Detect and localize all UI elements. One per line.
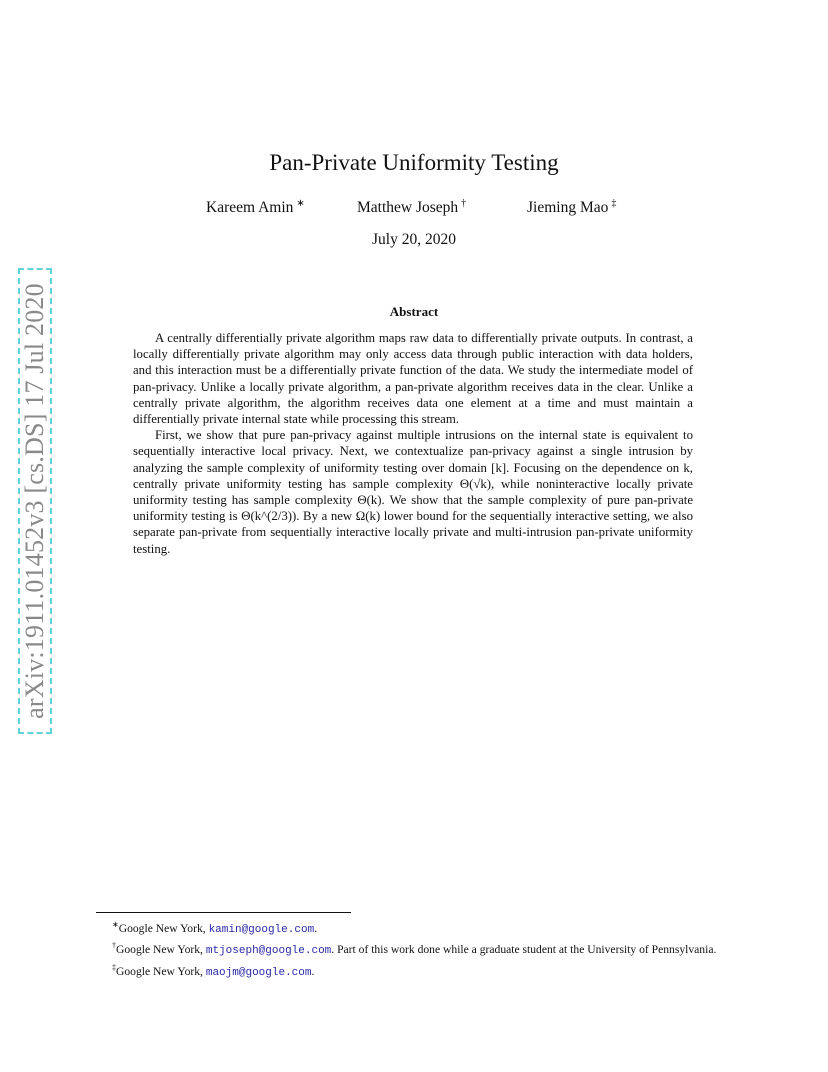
- author: [206, 198, 305, 217]
- footnote-mark: ‡: [112, 962, 116, 972]
- author-list: [0, 198, 828, 220]
- footnote-divider: [96, 912, 351, 913]
- author-footnote-mark: †: [461, 198, 467, 209]
- footnote-mark: †: [112, 941, 116, 951]
- email-link[interactable]: mtjoseph@google.com: [205, 945, 332, 958]
- abstract-body: [133, 330, 693, 557]
- arxiv-watermark: [18, 268, 52, 734]
- footnote-text: .: [311, 964, 315, 978]
- footnote: [96, 960, 736, 981]
- footnote: [96, 938, 736, 959]
- paper-title: Pan-Private Uniformity Testing: [269, 150, 559, 175]
- footnote-text: Google New York,: [116, 943, 206, 957]
- footnote-text: .: [314, 921, 318, 935]
- footnote-text: Google New York,: [118, 921, 209, 935]
- footnote-text: . Part of this work done while a graduate student at the University of Pennsylvania.: [331, 943, 717, 957]
- footnote-mark: ∗: [112, 920, 119, 929]
- author-footnote-mark: ‡: [611, 198, 617, 209]
- footnotes: [96, 917, 736, 981]
- paper-date: July 20, 2020: [372, 231, 456, 248]
- abstract-paragraph: A centrally differentially private algorithm maps raw data to differentially private outputs. In contrast, a locally differentially private algorithm may only access data through public interaction with data holders, and this interaction must be a differentially private function of the data. We study the intermediate model of pan-privacy. Unlike a locally private algorithm, a pan-private algorithm receives data in the clear. Unlike a centrally private algorithm, the algorithm receives data one element at a time and must maintain a differentially private internal state while processing this stream.: [133, 331, 693, 427]
- arxiv-watermark-text: arXiv:1911.01452v3 [cs.DS] 17 Jul 2020: [20, 283, 49, 719]
- author-name: Jieming Mao: [527, 199, 609, 217]
- abstract-heading: Abstract: [389, 304, 439, 319]
- footnote-text: Google New York,: [116, 964, 206, 978]
- author-footnote-mark: ∗: [296, 198, 305, 209]
- footnote: [96, 917, 736, 938]
- abstract-paragraph: First, we show that pure pan-privacy against multiple intrusions on the internal state is equivalent to sequentially interactive local privacy. Next, we contextualize pan-privacy against a single intrusion by analyzing the sample complexity of uniformity testing over domain [k]. Focusing on the dependence on k, centrally private uniformity testing has sample complexity Θ(√k), while noninteractive locally private uniformity testing has sample complexity Θ(k). We show that the sample complexity of pure pan-private uniformity testing is Θ(k^(2/3)). By a new Ω(k) lower bound for the sequentially interactive setting, we also separate pan-private from sequentially interactive locally private and multi-intrusion pan-private uniformity testing.: [133, 428, 693, 556]
- email-link[interactable]: kamin@google.com: [208, 923, 315, 936]
- author-name: Kareem Amin: [206, 199, 294, 217]
- author-name: Matthew Joseph: [357, 199, 459, 217]
- email-link[interactable]: maojm@google.com: [205, 966, 312, 979]
- author: [527, 198, 616, 217]
- author: [357, 198, 466, 217]
